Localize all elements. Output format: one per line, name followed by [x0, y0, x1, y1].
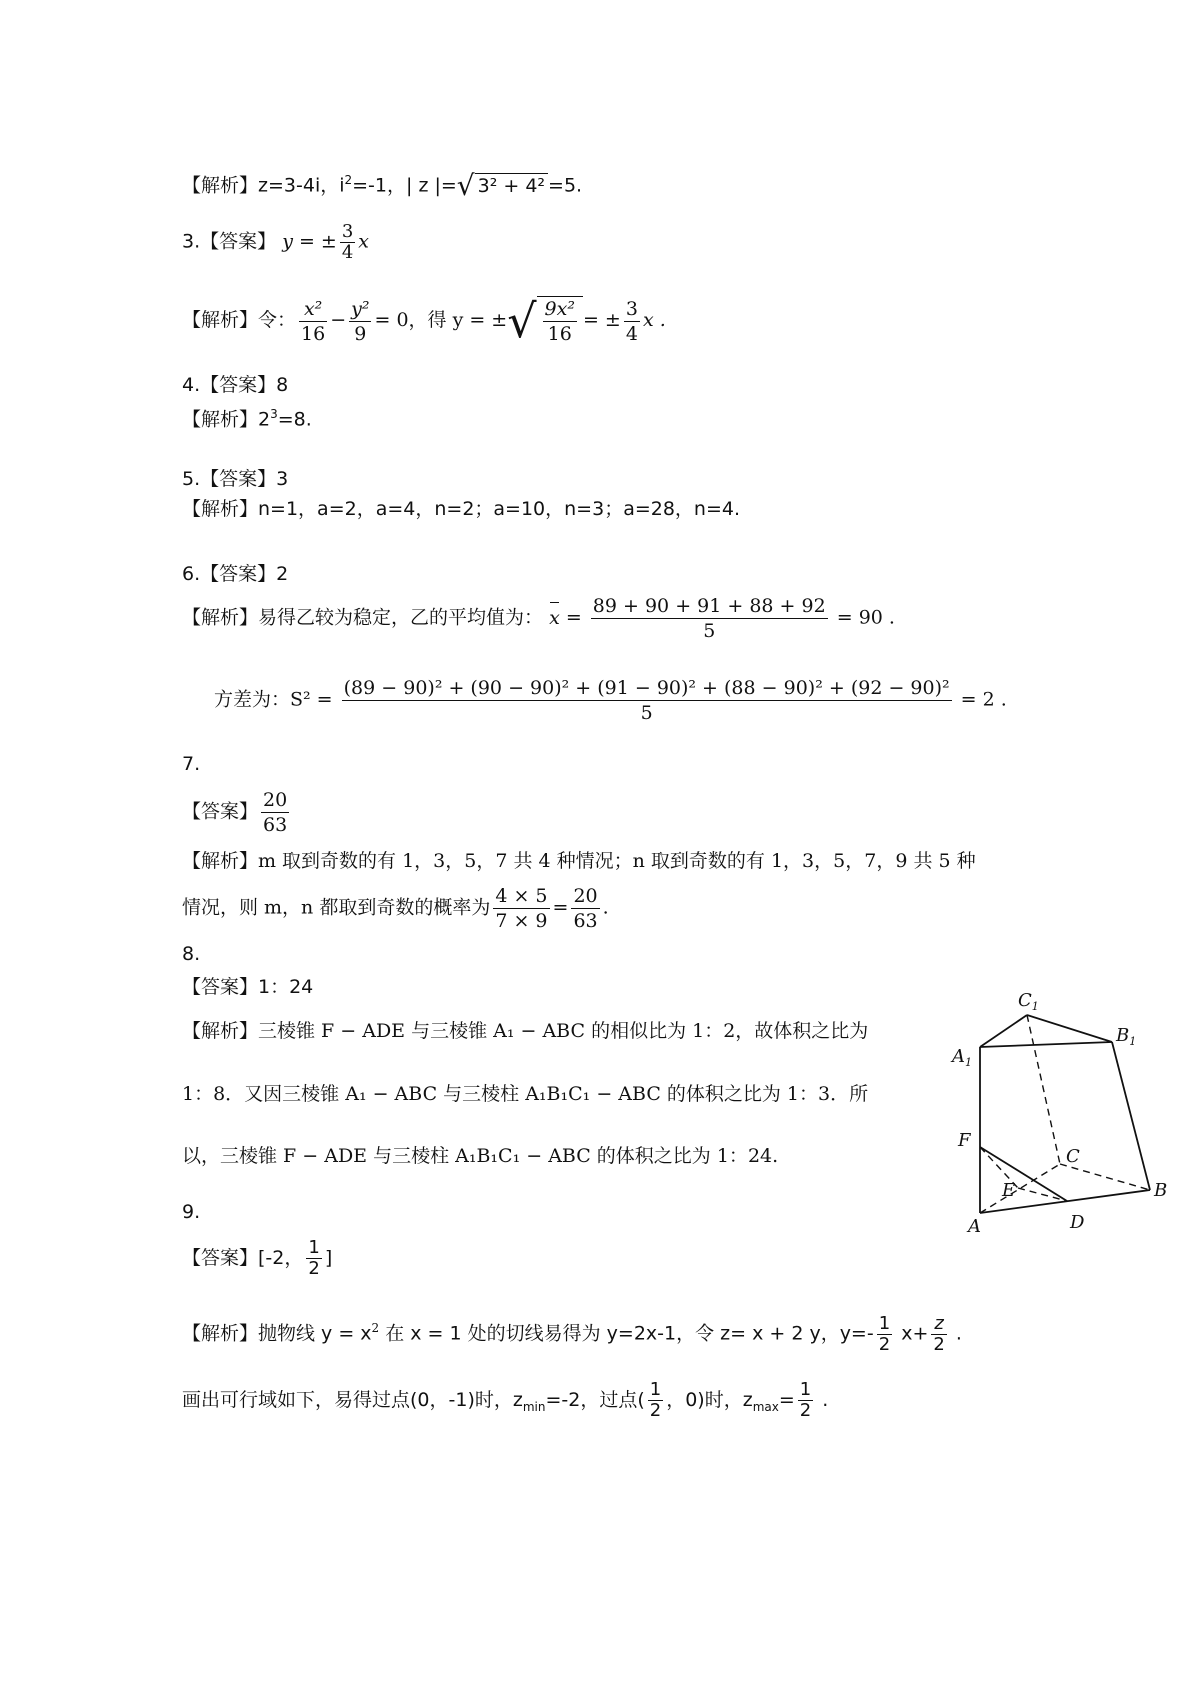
- s9-exp1-f1: [877, 1314, 892, 1355]
- s7-ans-label: 【答案】: [182, 800, 259, 823]
- s9-exp2-e: .: [816, 1389, 829, 1411]
- s3-rad-frac: [543, 297, 577, 346]
- s6-mean-res: = 90 .: [836, 606, 895, 629]
- s9-exp2-f1d: 2: [649, 1400, 662, 1421]
- s6-mean-num: 89 + 90 + 91 + 88 + 92: [592, 595, 826, 617]
- edge-c1-c: [1027, 1015, 1060, 1164]
- s9-ans-label: 【答案】[-2，: [182, 1247, 304, 1269]
- s3-explanation: [182, 296, 666, 346]
- s7-ans-den: 63: [263, 814, 288, 836]
- s6-exp-pre: 【解析】易得乙较为稳定，乙的平均值为：: [182, 606, 544, 629]
- edge-a1-b1: [980, 1042, 1112, 1047]
- s3-sqrt: [507, 296, 583, 346]
- s2-text-c: =5.: [548, 174, 583, 197]
- s9-ans-frac: [306, 1238, 321, 1279]
- s9-exp1-f2n: z: [934, 1313, 944, 1334]
- s6-var-line: [214, 676, 1007, 725]
- s6-var-res: = 2 .: [960, 688, 1007, 711]
- s2-radicand: 3² + 4²: [475, 173, 548, 198]
- s2-sup: 2: [344, 173, 353, 187]
- edge-e-d: [1018, 1188, 1067, 1201]
- label-c: C: [1066, 1146, 1080, 1167]
- s3-f2-den: 9: [349, 321, 371, 346]
- s3-ans-var: x: [358, 230, 370, 253]
- s3-answer: [182, 222, 369, 263]
- s6-mean-frac: [591, 594, 828, 643]
- s6-var-frac: [342, 676, 952, 725]
- s8-answer: 【答案】1：24: [182, 976, 314, 998]
- s6-var-pre: 方差为：S² =: [214, 688, 333, 711]
- s3-minus: −: [330, 309, 347, 331]
- s6-var-num: (89 − 90)² + (90 − 90)² + (91 − 90)² + (88 − 90)² + (92 − 90)²: [343, 677, 950, 699]
- s7-exp2-pre: 情况，则 m，n 都取到奇数的概率为: [182, 896, 491, 919]
- s9-exp1-f1n: 1: [878, 1313, 891, 1334]
- s9-exp2-a: 画出可行域如下，易得过点(0，-1)时，z: [182, 1389, 523, 1411]
- s9-exp2: [182, 1380, 828, 1421]
- s7-p-frac: [493, 884, 549, 933]
- s4-exp-sup: 3: [270, 407, 278, 421]
- s7-p-den: 7 × 9: [495, 910, 548, 932]
- s7-p-tail: .: [602, 896, 609, 919]
- s9-exp2-d: =: [778, 1389, 795, 1411]
- s7-exp2: [182, 884, 609, 933]
- sqrt-symbol: √: [507, 294, 537, 348]
- s2-explanation: [182, 168, 583, 202]
- s3-ans-lhs: y = ±: [282, 230, 337, 253]
- s6-mean-line: [182, 594, 895, 643]
- edge-c-b: [1060, 1164, 1150, 1190]
- s4-exp-b: =8.: [277, 408, 312, 431]
- edge-b1-b: [1112, 1042, 1150, 1190]
- s3-radicand: [537, 296, 583, 346]
- s9-exp2-sub1: min: [522, 1399, 546, 1414]
- edge-a1-c1: [980, 1015, 1027, 1047]
- s9-exp2-f1n: 1: [649, 1379, 662, 1400]
- s6-mean-den: 5: [591, 618, 828, 643]
- s3-rad-num: 9x²: [544, 298, 575, 320]
- s7-ans-frac: [261, 788, 289, 837]
- s7-p2-frac: [571, 884, 599, 933]
- s7-p2-den: 63: [573, 910, 598, 932]
- s5-explanation: 【解析】n=1，a=2，a=4，n=2；a=10，n=3；a=28，n=4.: [182, 498, 741, 520]
- s3-num-label: 3.【答案】: [182, 230, 277, 253]
- s7-p-eq: =: [552, 896, 569, 919]
- s6-var-den: 5: [342, 700, 952, 725]
- s9-exp1-b: 在 x = 1 处的切线易得为 y=2x-1，令 z= x + 2 y，y=-: [379, 1322, 874, 1345]
- label-d: D: [1070, 1212, 1085, 1233]
- s8-number: 8.: [182, 943, 201, 965]
- s3-r-den: 4: [625, 322, 638, 345]
- s8-exp2: 1：8．又因三棱锥 A₁ − ABC 与三棱柱 A₁B₁C₁ − ABC 的体积之比为 1：3．所: [182, 1083, 869, 1105]
- s9-exp1-c: x+: [895, 1322, 929, 1345]
- s3-f1-num: x²: [303, 297, 323, 320]
- s9-exp2-sub2: max: [752, 1399, 779, 1414]
- s3-f1-den: 16: [301, 322, 326, 345]
- s9-exp2-f1: [648, 1380, 663, 1421]
- label-f: F: [958, 1130, 971, 1151]
- s2-text-a: z=3-4i，i: [258, 174, 345, 197]
- s2-sqrt: [456, 168, 548, 202]
- s3-rad-den: 16: [543, 321, 577, 346]
- s9-exp1-f2: [931, 1314, 946, 1355]
- s3-exp-label: 【解析】令：: [182, 309, 297, 331]
- s2-label: 【解析】: [182, 174, 259, 197]
- s9-ans-den: 2: [308, 1258, 320, 1279]
- s9-exp2-f2: [798, 1380, 813, 1421]
- s6-answer: 6.【答案】2: [182, 563, 289, 585]
- s9-number: 9.: [182, 1201, 201, 1223]
- s3-r-num: 3: [625, 297, 638, 320]
- s7-exp1: 【解析】m 取到奇数的有 1，3，5，7 共 4 种情况；n 取到奇数的有 1，3，5，7，9 共 5 种: [182, 850, 976, 872]
- s7-ans-num: 20: [263, 789, 288, 811]
- s6-mean-eq: =: [565, 606, 582, 629]
- s9-ans-tail: ]: [324, 1247, 333, 1269]
- s9-exp2-c: ，0)时，z: [666, 1389, 753, 1411]
- s7-p-num: 4 × 5: [495, 885, 548, 907]
- sqrt-symbol: √: [456, 168, 475, 202]
- s2-text-b: =-1，| z |=: [352, 174, 457, 197]
- s3-ans-frac: [340, 222, 355, 263]
- label-b1: $B_1$: [1116, 1025, 1137, 1048]
- s6-mean-var: x: [549, 606, 560, 629]
- s4-exp-a: 【解析】2: [182, 408, 271, 431]
- s7-number: 7.: [182, 753, 201, 775]
- s8-exp1: 【解析】三棱锥 F − ADE 与三棱锥 A₁ − ABC 的相似比为 1：2，故体积之比为: [182, 1020, 869, 1042]
- s9-exp1-f2d: 2: [933, 1334, 945, 1355]
- label-c1: $C_1$: [1018, 990, 1039, 1013]
- s9-exp1-sup: 2: [371, 1321, 380, 1336]
- s3-f2-num: y²: [351, 297, 370, 320]
- label-e: E: [1002, 1180, 1016, 1201]
- label-b: B: [1154, 1180, 1168, 1201]
- edge-f-d: [980, 1147, 1067, 1201]
- s3-r-frac: [624, 297, 640, 346]
- s4-explanation: [182, 402, 312, 431]
- prism-figure: [940, 985, 1180, 1240]
- s9-ans-num: 1: [308, 1237, 320, 1258]
- s9-exp1-d: .: [949, 1322, 962, 1345]
- s5-answer: 5.【答案】3: [182, 468, 289, 490]
- edge-c1-b1: [1027, 1015, 1112, 1042]
- s4-answer: 4.【答案】8: [182, 374, 289, 396]
- label-a: A: [968, 1216, 981, 1237]
- s7-p2-num: 20: [573, 885, 598, 907]
- s7-answer: [182, 788, 292, 837]
- s9-exp1-a: 【解析】抛物线 y = x: [182, 1322, 372, 1345]
- s9-exp2-b: =-2，过点(: [545, 1389, 645, 1411]
- s3-ans-den: 4: [341, 242, 354, 263]
- label-a1: $A_1$: [952, 1046, 972, 1069]
- s9-exp1-f1d: 2: [878, 1334, 891, 1355]
- s3-ans-num: 3: [341, 221, 354, 242]
- s9-exp1: [182, 1314, 962, 1355]
- s9-exp2-f2d: 2: [799, 1400, 812, 1421]
- s3-r-tail: x .: [642, 309, 666, 331]
- s8-exp3: 以，三棱锥 F − ADE 与三棱柱 A₁B₁C₁ − ABC 的体积之比为 1：24.: [182, 1145, 779, 1167]
- s3-frac2: [349, 297, 371, 346]
- s3-frac1: [299, 297, 327, 346]
- s9-answer: [182, 1238, 332, 1279]
- s9-exp2-f2n: 1: [799, 1379, 812, 1400]
- s3-eq0: = 0，得 y = ±: [374, 309, 508, 331]
- s3-eq2: = ±: [582, 309, 621, 331]
